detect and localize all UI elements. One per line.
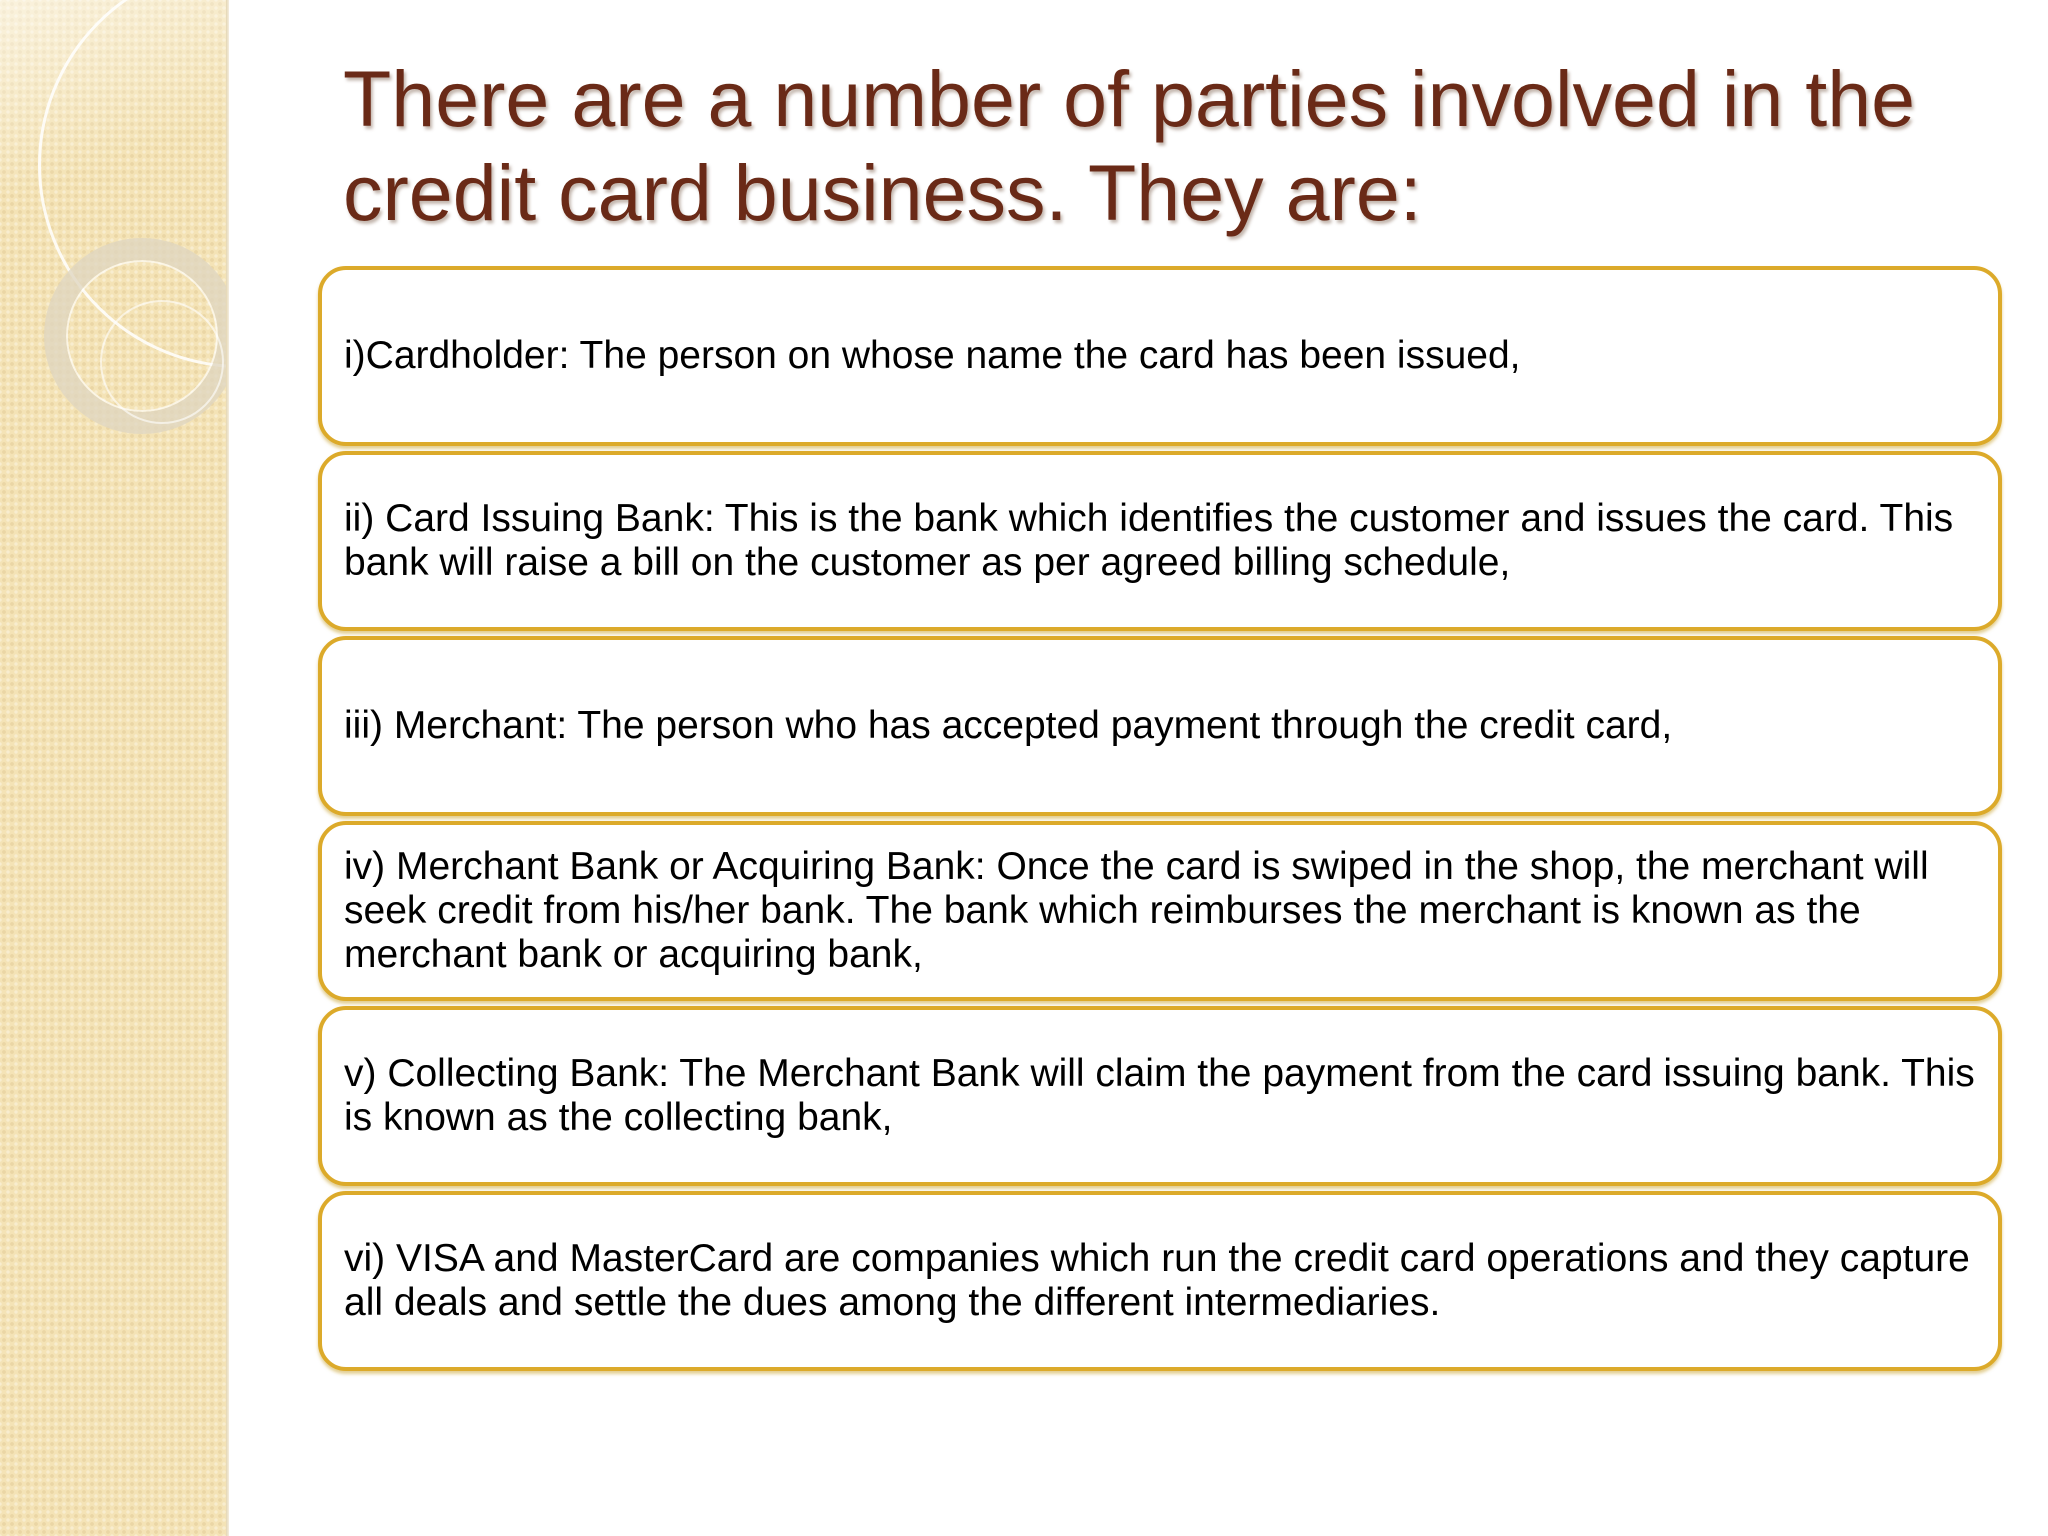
side-panel-edge: [226, 0, 229, 1536]
party-text: ii) Card Issuing Bank: This is the bank which identifies the customer and issues the card. This bank will raise a bill on the customer as per agreed billing schedule,: [344, 497, 1954, 584]
party-box-card-networks: [318, 1191, 2002, 1371]
party-text: i)Cardholder: The person on whose name the card has been issued,: [344, 334, 1521, 377]
party-text: iv) Merchant Bank or Acquiring Bank: Once the card is swiped in the shop, the merchant will seek credit from his/her bank. The bank which reimburses the merchant is known as the merchant bank or acquiring bank,: [344, 845, 1929, 976]
party-text: iii) Merchant: The person who has accepted payment through the credit card,: [344, 704, 1673, 747]
party-text: v) Collecting Bank: The Merchant Bank will claim the payment from the card issuing bank. This is known as the collecting bank,: [344, 1052, 1975, 1139]
party-list: [318, 266, 2002, 1376]
party-text: vi) VISA and MasterCard are companies which run the credit card operations and they capture all deals and settle the dues among the different intermediaries.: [344, 1237, 1970, 1324]
decorative-side-panel: [0, 0, 228, 1536]
party-box-collecting-bank: [318, 1006, 2002, 1186]
party-box-card-issuing-bank: [318, 451, 2002, 631]
party-box-merchant-bank: [318, 821, 2002, 1001]
slide-title: There are a number of parties involved in the credit card business. They are:: [343, 54, 1916, 237]
party-box-cardholder: [318, 266, 2002, 446]
decorative-ring-small: [100, 300, 224, 424]
party-box-merchant: [318, 636, 2002, 816]
